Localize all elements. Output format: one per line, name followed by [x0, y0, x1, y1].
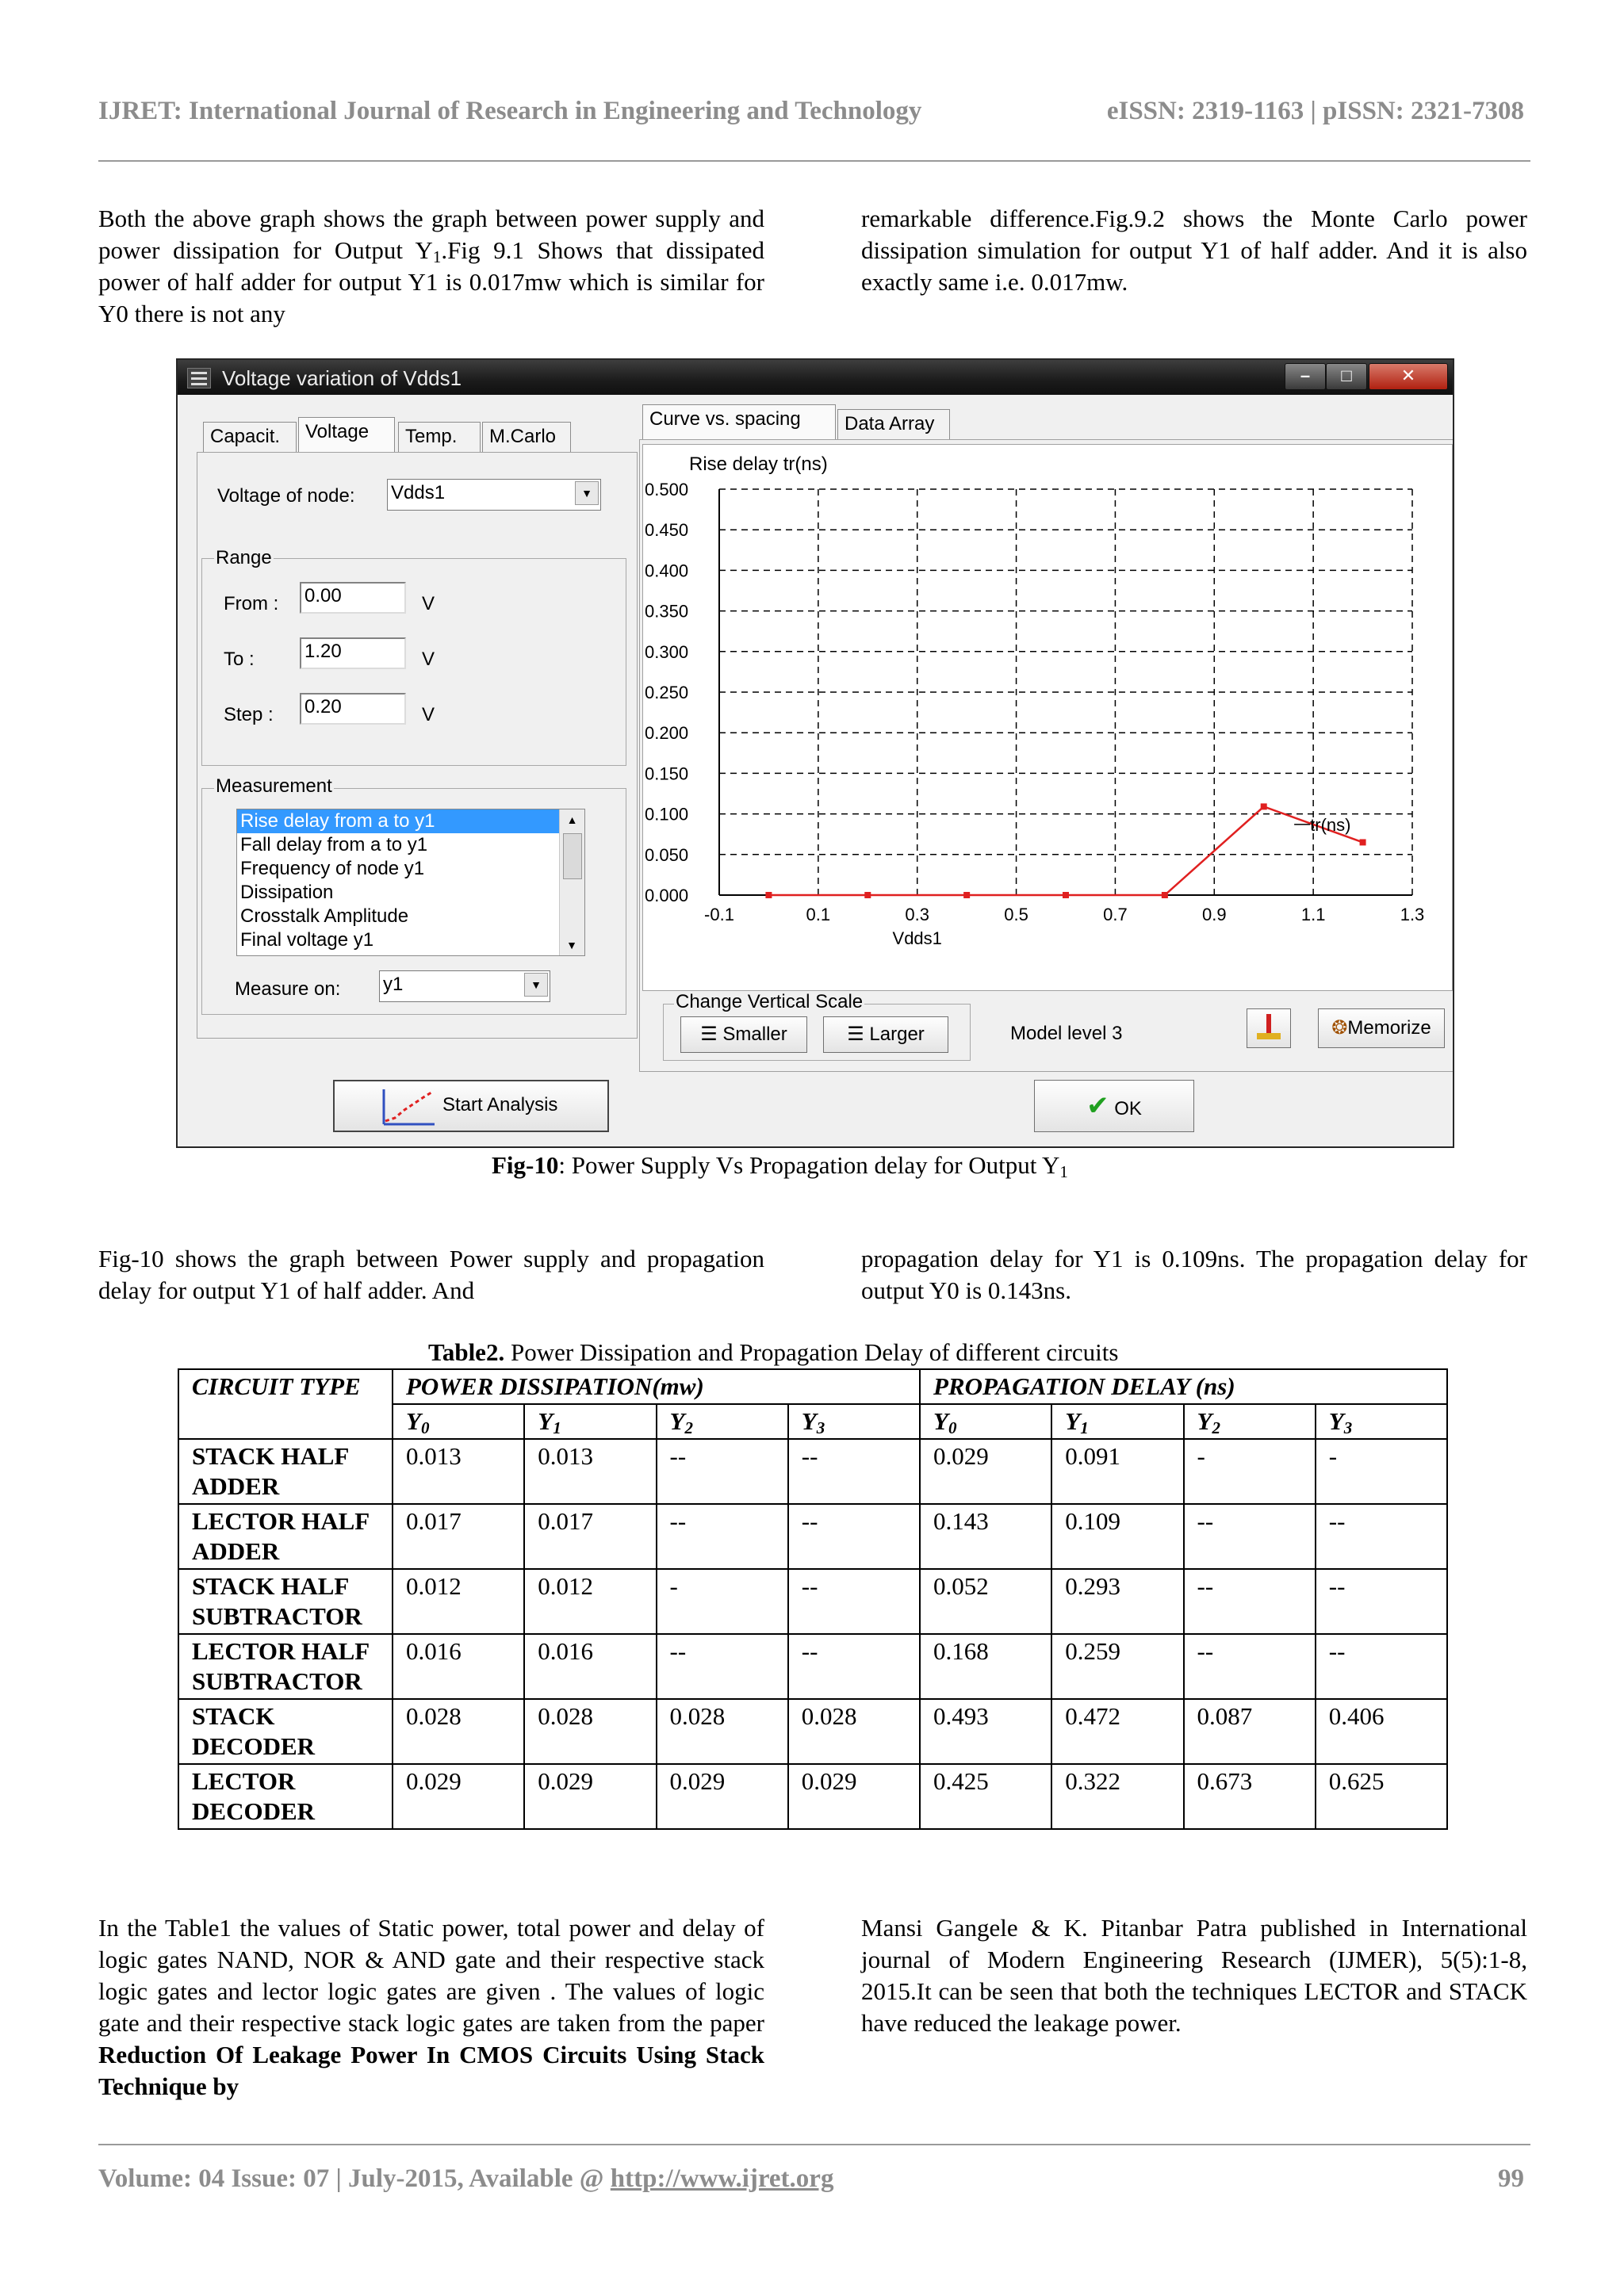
subheader-letter: Y — [1065, 1407, 1081, 1435]
figure-caption-text: : Power Supply Vs Propagation delay for Output Y — [558, 1151, 1060, 1179]
y-tick-label: 0.350 — [645, 601, 689, 622]
subheader-cell — [393, 1404, 524, 1439]
data-point — [963, 892, 970, 898]
table-cell: 0.673 — [1184, 1764, 1316, 1829]
results-table — [178, 1368, 1448, 1830]
header-circuit-type: CIRCUIT TYPE — [178, 1369, 393, 1439]
figure-caption-sub: 1 — [1059, 1162, 1068, 1181]
measurement-item[interactable]: Rise delay from a to y1 — [237, 809, 584, 833]
table-header-row — [178, 1369, 1447, 1404]
scroll-up-icon[interactable]: ▲ — [566, 813, 578, 826]
memorize-button[interactable] — [1318, 1008, 1445, 1048]
para3-right: Mansi Gangele & K. Pitanbar Patra published in International journal of Modern Engineering Research (IJMER), 5(5):1-8, 2015.It can be seen that both the techniques LECTOR and STACK have reduced the leakage power. — [861, 1914, 1527, 2037]
checkmark-icon: ✔ — [1086, 1091, 1109, 1121]
table-cell: 0.029 — [524, 1764, 656, 1829]
table-cell: 0.322 — [1051, 1764, 1183, 1829]
circuit-name-cell: STACK DECODER — [178, 1699, 393, 1764]
subheader-letter: Y — [1197, 1407, 1212, 1435]
subheader-index: 3 — [816, 1418, 825, 1437]
para2-right: propagation delay for Y1 is 0.109ns. The propagation delay for output Y0 is 0.143ns. — [861, 1245, 1527, 1304]
table-cell: 0.406 — [1316, 1699, 1447, 1764]
chevron-down-icon[interactable]: ▼ — [575, 481, 599, 505]
para1-left-sub: 1 — [432, 247, 442, 266]
table-cell: 0.091 — [1051, 1439, 1183, 1504]
table-cell: 0.028 — [393, 1699, 524, 1764]
circuit-name-cell: STACK HALF ADDER — [178, 1439, 393, 1504]
figure-caption-label: Fig-10 — [492, 1151, 559, 1179]
footer-link[interactable]: http://www.ijret.org — [610, 2164, 834, 2193]
table-cell: -- — [657, 1634, 788, 1699]
para1-right: remarkable difference.Fig.9.2 shows the Monte Carlo power dissipation simulation for output Y1 of half adder. And it is also exactly same i.e. 0.017mw. — [861, 205, 1527, 296]
voltage-node-value: Vdds1 — [391, 482, 446, 503]
voltage-node-select[interactable] — [387, 479, 601, 511]
table-row — [178, 1634, 1447, 1699]
footer-volume — [98, 2164, 833, 2194]
x-tick-label: -0.1 — [704, 905, 734, 924]
subheader-index: 3 — [1343, 1418, 1353, 1437]
table-cell: 0.017 — [524, 1504, 656, 1569]
results-table-body — [178, 1369, 1447, 1829]
para1-left-b: .Fig 9.1 Shows that dissipated power of half adder for output Y1 is 0.017mw which is similar for Y0 there is not any — [98, 236, 764, 327]
data-point — [1162, 892, 1168, 898]
data-point — [1063, 892, 1069, 898]
chart-svg — [643, 445, 1452, 990]
measure-on-label: Measure on: — [235, 978, 341, 1000]
close-button[interactable]: ✕ — [1369, 363, 1448, 390]
measure-on-select[interactable] — [379, 970, 550, 1002]
x-tick-label: 1.1 — [1300, 905, 1326, 924]
measurement-item[interactable]: Dissipation — [240, 882, 334, 903]
table-cell: -- — [788, 1634, 920, 1699]
table-cell: 0.143 — [920, 1504, 1051, 1569]
to-unit: V — [422, 649, 435, 670]
x-tick-label: 1.3 — [1400, 905, 1425, 924]
issn-header: eISSN: 2319-1163 | pISSN: 2321-7308 — [1106, 97, 1524, 125]
table-cell: -- — [1184, 1504, 1316, 1569]
measurement-list[interactable] — [236, 809, 585, 956]
table-cell: -- — [1316, 1504, 1447, 1569]
table-cell: 0.016 — [524, 1634, 656, 1699]
y-tick-label: 0.400 — [645, 561, 689, 581]
table-cell: 0.625 — [1316, 1764, 1447, 1829]
table-cell: - — [657, 1569, 788, 1634]
header-rule — [98, 160, 1530, 162]
vertical-scale-label: Change Vertical Scale — [676, 991, 864, 1012]
tab-voltage[interactable]: Voltage — [298, 417, 395, 452]
table-cell: 0.017 — [393, 1504, 524, 1569]
table-cell: -- — [1316, 1569, 1447, 1634]
tab-data-array[interactable]: Data Array — [837, 409, 950, 439]
table-cell: -- — [657, 1504, 788, 1569]
x-axis-label: Vdds1 — [892, 928, 942, 948]
scroll-down-icon[interactable]: ▼ — [566, 939, 577, 951]
scale-icon: ☰ — [847, 1024, 864, 1045]
y-tick-label: 0.300 — [645, 641, 689, 662]
subheader-index: 1 — [1080, 1418, 1089, 1437]
table-cell: - — [1316, 1439, 1447, 1504]
figure-caption — [492, 1151, 1068, 1180]
y-tick-label: 0.150 — [645, 763, 689, 784]
table-cell: -- — [788, 1504, 920, 1569]
subheader-cell — [1184, 1404, 1316, 1439]
para3-left-text: In the Table1 the values of Static power, total power and delay of logic gates NAND, NOR & AND gate and their respective stack logic gates and lector logic gates are given . The values of logic gate and their respective stack logic gates are taken from the paper — [98, 1914, 764, 2037]
range-group — [201, 558, 626, 766]
table-cell: 0.012 — [393, 1569, 524, 1634]
para3-left — [98, 1912, 764, 2103]
model-level-label: Model level 3 — [1010, 1023, 1123, 1044]
table-cell: 0.029 — [788, 1764, 920, 1829]
table-cell: - — [1184, 1439, 1316, 1504]
footer-rule — [98, 2144, 1530, 2145]
table-cell: -- — [657, 1439, 788, 1504]
table-cell: 0.472 — [1051, 1699, 1183, 1764]
tab-capacit[interactable]: Capacit. — [203, 422, 297, 452]
tab-mcarlo[interactable]: M.Carlo — [482, 422, 571, 452]
smaller-button[interactable] — [680, 1016, 807, 1053]
table-cell: 0.259 — [1051, 1634, 1183, 1699]
table-cell: 0.028 — [788, 1699, 920, 1764]
table-row — [178, 1764, 1447, 1829]
step-label: Step : — [224, 704, 274, 725]
measurement-item[interactable]: Fall delay from a to y1 — [240, 834, 428, 855]
start-analysis-label: Start Analysis — [442, 1094, 558, 1115]
circuit-name-cell: STACK HALF SUBTRACTOR — [178, 1569, 393, 1634]
to-input[interactable]: 1.20 — [300, 637, 406, 669]
table-cell: 0.029 — [657, 1764, 788, 1829]
subheader-cell — [788, 1404, 920, 1439]
para1-left-a: Both the above graph shows the graph between power supply and power dissipation for Output Y — [98, 205, 764, 264]
measurement-items — [237, 809, 584, 952]
measure-on-value: y1 — [383, 974, 404, 995]
measurement-label: Measurement — [216, 775, 332, 797]
footer-volume-text: Volume: 04 Issue: 07 | July-2015, Available @ — [98, 2164, 611, 2193]
memorize-label: Memorize — [1347, 1017, 1431, 1039]
para3-left-bold: Reduction Of Leakage Power In CMOS Circuits Using Stack Technique by — [98, 2041, 764, 2100]
measurement-scrollbar[interactable] — [559, 809, 584, 955]
header-power: POWER DISSIPATION(mw) — [393, 1369, 920, 1404]
table-cell: 0.425 — [920, 1764, 1051, 1829]
from-label: From : — [224, 593, 279, 614]
table-cell: 0.013 — [393, 1439, 524, 1504]
y-tick-label: 0.200 — [645, 723, 689, 744]
table-row — [178, 1569, 1447, 1634]
from-unit: V — [422, 593, 435, 614]
measurement-item[interactable]: Final voltage y1 — [240, 929, 374, 951]
subheader-cell — [1051, 1404, 1183, 1439]
window-titlebar[interactable] — [178, 360, 1454, 395]
table-cell: -- — [788, 1569, 920, 1634]
page-number: 99 — [1498, 2164, 1524, 2193]
table-cell: 0.029 — [920, 1439, 1051, 1504]
subheader-index: 2 — [684, 1418, 693, 1437]
chart-title: Rise delay tr(ns) — [689, 453, 828, 475]
table-cell: -- — [1316, 1634, 1447, 1699]
x-tick-label: 0.1 — [806, 905, 831, 924]
table-row — [178, 1439, 1447, 1504]
x-tick-label: 0.3 — [905, 905, 930, 924]
measurement-item[interactable]: Crosstalk Amplitude — [240, 905, 409, 927]
table-cell: 0.028 — [524, 1699, 656, 1764]
x-tick-label: 0.7 — [1103, 905, 1128, 924]
subheader-cell — [920, 1404, 1051, 1439]
subheader-letter: Y — [1328, 1407, 1344, 1435]
voltage-of-node-label: Voltage of node: — [217, 485, 355, 507]
y-tick-label: 0.450 — [645, 520, 689, 541]
subheader-index: 1 — [553, 1418, 561, 1437]
tab-curve-vs-spacing[interactable]: Curve vs. spacing — [642, 404, 836, 439]
journal-header: IJRET: International Journal of Research in Engineering and Technology — [98, 97, 922, 125]
table-cell: -- — [1184, 1569, 1316, 1634]
range-label: Range — [216, 547, 272, 568]
subheader-letter: Y — [669, 1407, 685, 1435]
circuit-name-cell: LECTOR HALF ADDER — [178, 1504, 393, 1569]
subheader-letter: Y — [538, 1407, 553, 1435]
table-caption-text: Power Dissipation and Propagation Delay of different circuits — [504, 1338, 1119, 1366]
data-point — [1261, 803, 1267, 809]
step-unit: V — [422, 704, 435, 725]
table-cell: 0.052 — [920, 1569, 1051, 1634]
table-row — [178, 1504, 1447, 1569]
maximize-button[interactable]: □ — [1326, 363, 1367, 390]
subheader-cell — [657, 1404, 788, 1439]
table-row — [178, 1699, 1447, 1764]
y-tick-label: 0.500 — [645, 480, 689, 499]
step-input[interactable]: 0.20 — [300, 693, 406, 725]
subheader-cell — [1316, 1404, 1447, 1439]
data-point — [864, 892, 871, 898]
subheader-letter: Y — [933, 1407, 948, 1435]
rise-delay-chart — [642, 444, 1453, 991]
to-label: To : — [224, 649, 255, 670]
scale-icon: ☰ — [700, 1024, 718, 1045]
table-caption-label: Table2. — [428, 1338, 505, 1366]
chevron-down-icon[interactable]: ▼ — [524, 973, 548, 997]
x-tick-label: 0.5 — [1004, 905, 1028, 924]
smaller-label: Smaller — [722, 1024, 787, 1045]
table-cell: 0.012 — [524, 1569, 656, 1634]
circuit-name-cell: LECTOR DECODER — [178, 1764, 393, 1829]
table-cell: 0.493 — [920, 1699, 1051, 1764]
table-cell: 0.168 — [920, 1634, 1051, 1699]
from-input[interactable]: 0.00 — [300, 582, 406, 614]
header-delay: PROPAGATION DELAY (ns) — [920, 1369, 1447, 1404]
x-tick-label: 0.9 — [1201, 905, 1227, 924]
scroll-thumb[interactable] — [563, 833, 582, 879]
tab-temp[interactable]: Temp. — [398, 422, 481, 452]
y-tick-label: 0.000 — [645, 886, 689, 905]
table-cell: 0.109 — [1051, 1504, 1183, 1569]
ok-button[interactable] — [1034, 1080, 1194, 1132]
pin-button[interactable] — [1247, 1008, 1291, 1048]
window-title: Voltage variation of Vdds1 — [222, 366, 462, 390]
data-point — [1360, 839, 1366, 845]
minimize-button[interactable]: – — [1285, 363, 1326, 390]
pin-icon — [1247, 1009, 1290, 1047]
subheader-letter: Y — [406, 1407, 421, 1435]
para1-left — [98, 203, 764, 330]
subheader-index: 0 — [948, 1418, 957, 1437]
table-cell: 0.087 — [1184, 1699, 1316, 1764]
memorize-icon: ❂ — [1331, 1017, 1348, 1039]
table-cell: 0.029 — [393, 1764, 524, 1829]
measurement-item[interactable]: Frequency of node y1 — [240, 858, 425, 879]
subheader-cell — [524, 1404, 656, 1439]
subheader-index: 0 — [420, 1418, 430, 1437]
ok-label: OK — [1114, 1098, 1142, 1119]
series-line — [768, 806, 1362, 895]
table-cell: -- — [1184, 1634, 1316, 1699]
analysis-curve-icon — [379, 1086, 436, 1127]
start-analysis-button[interactable] — [333, 1080, 609, 1132]
table-cell: 0.293 — [1051, 1569, 1183, 1634]
app-icon — [187, 368, 211, 388]
table-cell: -- — [788, 1439, 920, 1504]
larger-button[interactable] — [823, 1016, 948, 1053]
para2-left: Fig-10 shows the graph between Power supply and propagation delay for output Y1 of half adder. And — [98, 1245, 764, 1304]
circuit-name-cell: LECTOR HALF SUBTRACTOR — [178, 1634, 393, 1699]
y-tick-label: 0.250 — [645, 683, 689, 702]
voltage-variation-window — [176, 358, 1454, 1148]
series-label: tr(ns) — [1310, 814, 1351, 835]
y-tick-label: 0.100 — [645, 804, 689, 825]
table-cell: 0.013 — [524, 1439, 656, 1504]
data-point — [765, 892, 772, 898]
y-tick-label: 0.050 — [645, 844, 689, 865]
subheader-index: 2 — [1212, 1418, 1220, 1437]
table-caption — [428, 1338, 1118, 1367]
table-cell: 0.028 — [657, 1699, 788, 1764]
subheader-letter: Y — [801, 1407, 817, 1435]
table-cell: 0.016 — [393, 1634, 524, 1699]
larger-label: Larger — [869, 1024, 925, 1045]
